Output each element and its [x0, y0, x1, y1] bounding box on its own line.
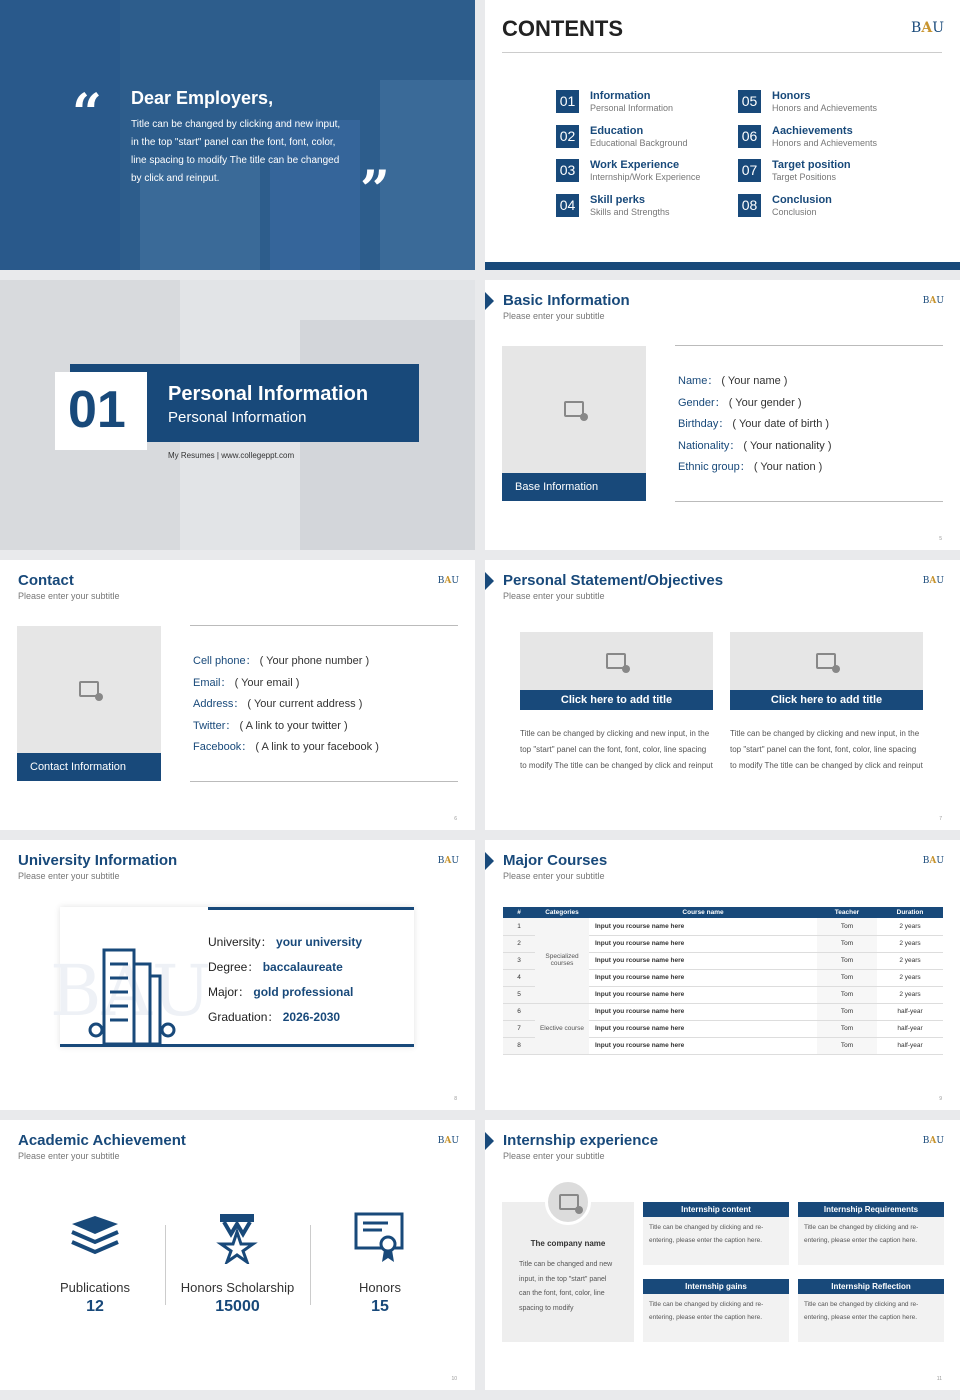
box-text: Title can be changed by clicking and re-entering, please enter the caption here. [643, 1217, 789, 1265]
toc-subtitle: Internship/Work Experience [590, 172, 701, 182]
company-text: Title can be changed and new input, in the top "start" panel can the font, font, color, line spacing to modify [519, 1261, 613, 1312]
contact-list [193, 651, 453, 759]
title-marker [485, 292, 494, 310]
toc-number: 04 [556, 194, 579, 217]
col-header: Duration [877, 907, 943, 918]
photo-caption: Base Information [502, 473, 646, 501]
page-number: 8 [454, 1096, 457, 1102]
toc-subtitle: Skills and Strengths [590, 206, 670, 217]
card-title[interactable]: Click here to add title [730, 690, 923, 710]
stat-divider [310, 1225, 311, 1305]
info-value[interactable]: ( Your gender ) [728, 396, 802, 409]
course-name[interactable]: Input you rcourse name here [589, 1003, 817, 1020]
toc-number: 07 [738, 159, 761, 182]
photo-caption: Contact Information [17, 753, 161, 781]
table-row [503, 918, 943, 935]
title-marker [485, 1132, 494, 1150]
slide-subtitle: Please enter your subtitle [503, 311, 605, 321]
info-row [678, 457, 853, 479]
info-row [193, 673, 453, 695]
info-label: Address： [193, 698, 245, 711]
stat-value: 15 [371, 1298, 389, 1315]
card-text: Title can be changed by clicking and new input, in the top "start" panel can the font, font, color, line spacing to modify The title can be changed by click and reinput [520, 729, 713, 770]
slide-subtitle: Please enter your subtitle [503, 871, 605, 881]
title-marker [485, 852, 494, 870]
card-text: Title can be changed by clicking and new input, in the top "start" panel can the font, font, color, line spacing to modify The title can be changed by click and reinput [730, 729, 923, 770]
slide-subtitle: Please enter your subtitle [18, 871, 120, 881]
duration: 2 years [877, 952, 943, 969]
toc-item[interactable] [556, 193, 726, 219]
toc-item[interactable] [738, 193, 908, 219]
stat-label: Honors Scholarship [180, 1280, 295, 1295]
col-header: Categories [535, 907, 589, 918]
box-text: Title can be changed by clicking and re-entering, please enter the caption here. [798, 1294, 944, 1342]
info-label: Name： [678, 375, 719, 387]
info-value[interactable]: ( Your phone number ) [259, 655, 370, 667]
info-row [193, 737, 453, 759]
slide-personal-statement [485, 560, 960, 830]
slide-contact [0, 560, 475, 830]
info-label: Ethnic group： [678, 461, 751, 474]
info-row [208, 930, 408, 955]
section-subtitle: Personal Information [168, 409, 307, 426]
logo: BAU [437, 1136, 459, 1146]
row-number: 2 [503, 935, 535, 952]
toc-subtitle: Honors and Achievements [772, 137, 878, 148]
teacher: Tom [817, 969, 877, 986]
watermark: BAU [50, 950, 211, 1032]
info-label: Nationality： [678, 439, 741, 452]
info-rule-bottom [675, 501, 943, 502]
duration: half-year [877, 1003, 943, 1020]
box-title: Internship content [643, 1202, 789, 1217]
info-row [678, 393, 853, 415]
col-header: Teacher [817, 907, 877, 918]
toc-item[interactable] [738, 158, 908, 184]
toc-item[interactable] [556, 158, 726, 184]
logo: BAU [922, 296, 944, 306]
toc-title: Skill perks [590, 193, 646, 206]
info-rule-bottom [190, 781, 458, 782]
box-text: Title can be changed by clicking and re-entering, please enter the caption here. [643, 1294, 789, 1342]
page-number: 10 [451, 1376, 457, 1382]
logo: BAU [922, 1136, 944, 1146]
course-name[interactable]: Input you rcourse name here [589, 952, 817, 969]
teacher: Tom [817, 935, 877, 952]
books-icon [68, 1214, 122, 1258]
logo: BAU [922, 576, 944, 586]
page-number: 7 [939, 816, 942, 822]
page-number: 5 [939, 536, 942, 542]
info-row [678, 414, 853, 436]
slide-subtitle: Please enter your subtitle [503, 591, 605, 601]
stat-value: 12 [86, 1298, 104, 1315]
page-number: 6 [454, 816, 457, 822]
info-value[interactable]: ( A link to your facebook ) [255, 741, 379, 754]
info-rule-top [190, 625, 458, 626]
info-value[interactable]: 2026-2030 [282, 1010, 341, 1024]
duration: half-year [877, 1020, 943, 1037]
toc-number: 02 [556, 125, 579, 148]
row-number: 6 [503, 1003, 535, 1020]
toc-number: 03 [556, 159, 579, 182]
course-name[interactable]: Input you rcourse name here [589, 918, 817, 935]
row-number: 4 [503, 969, 535, 986]
info-row [208, 980, 408, 1005]
info-value[interactable]: ( Your name ) [721, 375, 788, 387]
bottom-band [485, 262, 960, 270]
info-label: Facebook： [193, 741, 253, 754]
toc-item[interactable] [738, 124, 908, 150]
page-number: 11 [936, 1376, 942, 1382]
teacher: Tom [817, 952, 877, 969]
row-number: 5 [503, 986, 535, 1003]
course-name[interactable]: Input you rcourse name here [589, 935, 817, 952]
toc-title: Conclusion [772, 193, 832, 206]
row-number: 7 [503, 1020, 535, 1037]
course-name[interactable]: Input you rcourse name here [589, 986, 817, 1003]
slide-subtitle: Please enter your subtitle [18, 591, 120, 601]
info-label: Degree： [208, 960, 260, 974]
box-title: Internship Reflection [798, 1279, 944, 1294]
card-image-placeholder[interactable] [730, 632, 923, 690]
course-name[interactable]: Input you rcourse name here [589, 1020, 817, 1037]
box-title: Internship Requirements [798, 1202, 944, 1217]
slide-title: Personal Statement/Objectives [503, 572, 724, 589]
slide-subtitle: Please enter your subtitle [18, 1151, 120, 1161]
info-label: Email： [193, 676, 232, 689]
box-text: Title can be changed by clicking and re-entering, please enter the caption here. [798, 1217, 944, 1265]
slide-title: Internship experience [503, 1132, 659, 1149]
stat-divider [165, 1225, 166, 1305]
toc-subtitle: Educational Background [590, 137, 688, 148]
teacher: Tom [817, 986, 877, 1003]
slide-title: University Information [18, 852, 178, 869]
building-icon [78, 940, 188, 1046]
cover-body: Title can be changed by clicking and new input, in the top "start" panel can the font, font, color, line spacing to modify The title can be changed by click and reinput. [131, 119, 341, 184]
col-header: Course name [589, 907, 817, 918]
info-label: Twitter： [193, 719, 237, 732]
info-value[interactable]: gold professional [253, 985, 354, 999]
row-number: 1 [503, 918, 535, 935]
panel-rule-bottom [60, 1044, 414, 1047]
slide-academic-achievement [0, 1120, 475, 1390]
slide-title: Basic Information [503, 292, 630, 309]
info-row [193, 694, 453, 716]
toc-item[interactable] [556, 124, 726, 150]
cover-title: Dear Employers, [131, 88, 274, 108]
slide-title: Major Courses [503, 852, 608, 869]
info-row [208, 955, 408, 980]
row-number: 3 [503, 952, 535, 969]
toc-title: Honors [772, 90, 811, 102]
toc-item[interactable] [556, 89, 726, 115]
info-value[interactable]: ( A link to your twitter ) [239, 719, 348, 732]
info-row [208, 1005, 408, 1030]
slide-major-courses [485, 840, 960, 1110]
slide-cover [0, 0, 475, 270]
quote-open-icon: “ [72, 83, 102, 144]
university-list [208, 930, 408, 1030]
duration: 2 years [877, 969, 943, 986]
info-value[interactable]: ( Your nationality ) [743, 439, 832, 452]
stat-label: Publications [59, 1280, 131, 1295]
box-title: Internship gains [643, 1279, 789, 1294]
row-number: 8 [503, 1037, 535, 1054]
duration: half-year [877, 1037, 943, 1054]
col-header: # [503, 907, 535, 918]
company-name: The company name [530, 1239, 606, 1248]
page-number: 9 [939, 1096, 942, 1102]
info-rule-top [675, 345, 943, 346]
certificate-icon [354, 1212, 406, 1264]
toc-number: 08 [738, 194, 761, 217]
toc-item[interactable] [738, 89, 908, 115]
company-image-circle[interactable] [545, 1179, 591, 1225]
toc-title: Work Experience [590, 159, 680, 171]
info-value[interactable]: ( Your date of birth ) [732, 418, 830, 431]
slide-basic-info [485, 280, 960, 550]
toc-title: Information [590, 90, 651, 102]
slide-university [0, 840, 475, 1110]
section-number: 01 [68, 381, 126, 439]
duration: 2 years [877, 935, 943, 952]
toc-subtitle: Target Positions [772, 172, 837, 182]
slide-contents [485, 0, 960, 270]
teacher: Tom [817, 918, 877, 935]
info-row [678, 371, 853, 393]
duration: 2 years [877, 918, 943, 935]
title-marker [485, 572, 494, 590]
contents-title: CONTENTS [502, 16, 623, 41]
image-icon [79, 681, 99, 697]
logo: BAU [922, 856, 944, 866]
card-title[interactable]: Click here to add title [520, 690, 713, 710]
toc-title: Target position [772, 159, 851, 171]
toc-title: Education [590, 124, 644, 137]
info-label: Major： [208, 985, 251, 999]
slide-title: Academic Achievement [18, 1132, 186, 1149]
logo: BAU [437, 576, 459, 586]
toc-number: 01 [556, 90, 579, 113]
teacher: Tom [817, 1037, 877, 1054]
info-label: Graduation： [208, 1010, 280, 1024]
info-row [193, 716, 453, 738]
slide-subtitle: Please enter your subtitle [503, 1151, 605, 1161]
image-icon [559, 1194, 579, 1210]
category-cell: Specialized courses [535, 918, 589, 1003]
slide-title: Contact [18, 572, 74, 589]
course-name[interactable]: Input you rcourse name here [589, 1037, 817, 1054]
toc-subtitle: Conclusion [772, 206, 817, 217]
section-footer: My Resumes | www.collegeppt.com [168, 451, 295, 460]
medal-icon [216, 1212, 258, 1264]
slide-section-01 [0, 280, 475, 550]
info-label: Gender： [678, 396, 726, 409]
toc-number: 06 [738, 125, 761, 148]
section-title: Personal Information [168, 383, 369, 405]
category-cell: Elective course [535, 1003, 589, 1054]
toc-subtitle: Personal Information [590, 103, 674, 113]
toc-number: 05 [738, 90, 761, 113]
info-value[interactable]: ( Your email ) [234, 676, 300, 689]
teacher: Tom [817, 1003, 877, 1020]
info-value[interactable]: your university [276, 935, 363, 949]
info-value[interactable]: ( Your current address ) [247, 698, 363, 711]
image-icon [606, 653, 626, 669]
info-value[interactable]: ( Your nation ) [753, 461, 823, 474]
logo: BAU [911, 20, 944, 36]
info-row [193, 651, 453, 673]
quote-close-icon: ” [360, 160, 390, 221]
contents-rule [502, 52, 942, 53]
duration: 2 years [877, 986, 943, 1003]
course-name[interactable]: Input you rcourse name here [589, 969, 817, 986]
info-label: Birthday： [678, 418, 730, 431]
table-row [503, 1003, 943, 1020]
info-label: University： [208, 935, 273, 949]
toc-title: Aachievements [772, 124, 853, 137]
stat-label: Honors [359, 1280, 401, 1295]
info-row [678, 436, 853, 458]
info-list [678, 371, 853, 479]
info-label: Cell phone： [193, 655, 257, 667]
panel-rule-top [208, 907, 414, 910]
image-icon [564, 401, 584, 417]
teacher: Tom [817, 1020, 877, 1037]
slide-internship [485, 1120, 960, 1390]
courses-table [503, 907, 943, 1055]
card-image-placeholder[interactable] [520, 632, 713, 690]
info-value[interactable]: baccalaureate [262, 960, 343, 974]
logo: BAU [437, 856, 459, 866]
toc-subtitle: Honors and Achievements [772, 103, 878, 113]
image-icon [816, 653, 836, 669]
stat-value: 15000 [215, 1298, 260, 1315]
